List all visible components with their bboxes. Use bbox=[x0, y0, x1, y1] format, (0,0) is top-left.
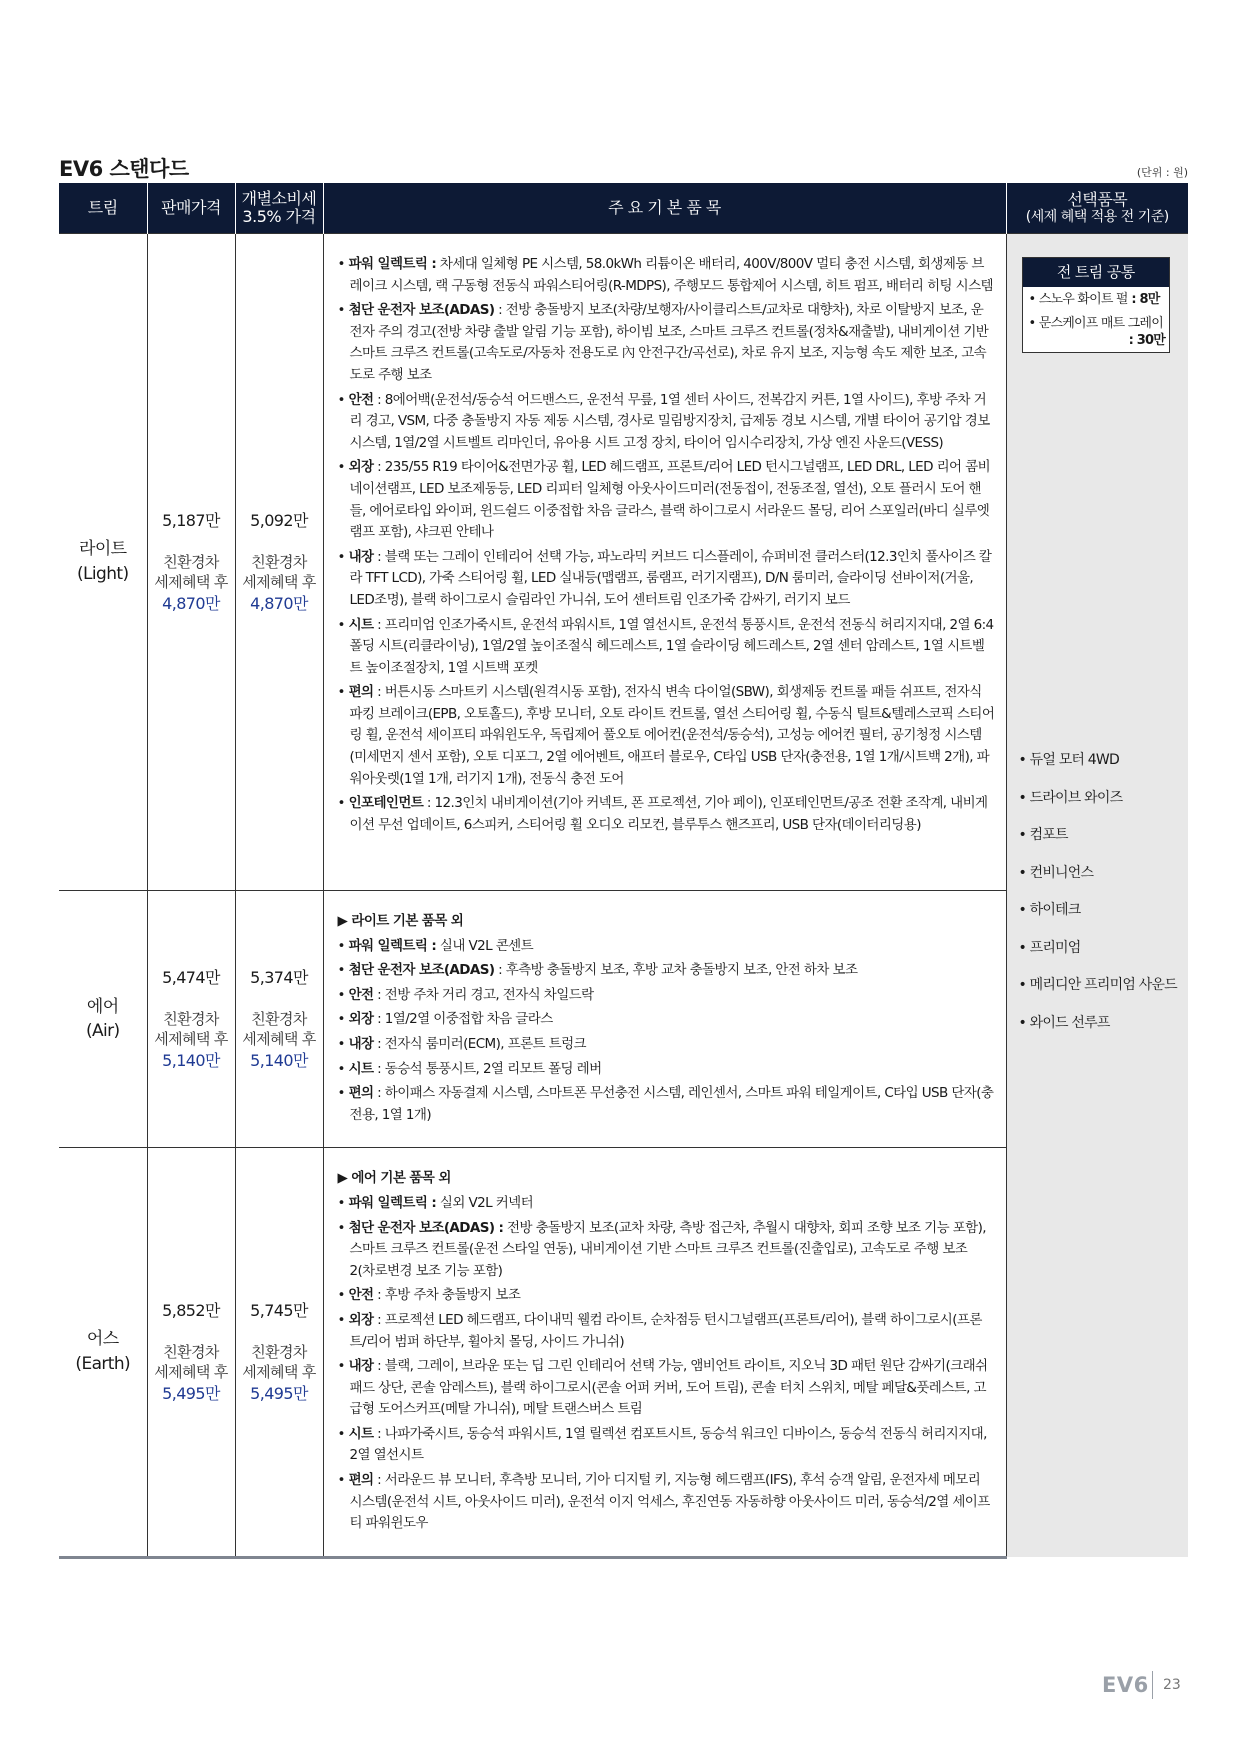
spec-table bbox=[59, 183, 1188, 1559]
feature-category: • 파워 일렉트릭 : bbox=[338, 1195, 437, 1211]
feature-text: : 서라운드 뷰 모니터, 후측방 모니터, 기아 디지털 키, 지능형 헤드램프(IFS), 후석 승객 알림, 운전자세 메모리 시스템(운전석 시트, 아웃사이드 미러), 운전석 이지 억세스, 후진연동 자동하향 아웃사이드 미러, 동승석/2열 세이프티 파워윈도우 bbox=[349, 1472, 990, 1532]
tax-benefit-label: 세제혜택 후 bbox=[154, 1029, 228, 1048]
feature-category: • 내장 bbox=[338, 1036, 374, 1052]
options-cell bbox=[1006, 234, 1188, 1558]
feature-category: • 안전 bbox=[338, 392, 374, 408]
spec-table-body bbox=[59, 234, 1188, 1558]
feature-item bbox=[338, 682, 996, 790]
feature-category: • 첨단 운전자 보조(ADAS) bbox=[338, 302, 495, 318]
option-list bbox=[1019, 749, 1177, 1049]
tax-price-cell bbox=[235, 234, 323, 891]
eco-label: 친환경차 bbox=[251, 1343, 307, 1362]
tax-price: 5,374만 bbox=[250, 968, 308, 988]
feature-category: • 안전 bbox=[338, 987, 374, 1003]
price-after-benefit: 4,870만 bbox=[162, 594, 220, 613]
feature-category: • 파워 일렉트릭 : bbox=[338, 256, 437, 272]
feature-text: : 블랙, 그레이, 브라운 또는 딥 그린 인테리어 선택 가능, 앰비언트 라이트, 지오닉 3D 패턴 원단 감싸기(크래쉬패드 상단, 콘솔 암레스트), 블랙 하이그로시(콘솔 어퍼 커버, 도어 트림), 콘솔 터치 스위치, 메탈 페달&풋레스트, 고급형 도어스커프(메탈 가니쉬), 메탈 트랜스버스 트림 bbox=[349, 1358, 988, 1418]
feature-category: • 편의 bbox=[338, 684, 374, 700]
feature-item bbox=[338, 1285, 996, 1307]
tax-benefit-label: 세제혜택 후 bbox=[242, 572, 316, 591]
feature-item bbox=[338, 1356, 996, 1421]
feature-item bbox=[338, 457, 996, 543]
features-cell bbox=[323, 234, 1006, 891]
feature-item bbox=[338, 300, 996, 386]
feature-item bbox=[338, 936, 996, 958]
common-options-box bbox=[1022, 257, 1171, 353]
eco-label: 친환경차 bbox=[163, 1010, 219, 1029]
price: 5,474만 bbox=[162, 968, 220, 988]
feature-text: : 전방 충돌방지 보조(차량/보행자/사이클리스트/교차로 대향차), 차로 이탈방지 보조, 운전자 주의 경고(전방 차량 출발 알림 기능 포함), 하이빔 보조, 스마트 크루즈 컨트롤(정차&재출발), 내비게이션 기반 스마트 크루즈 컨트롤(고속도로/자동차 전용도로 內 안전구간/곡선로), 차로 유지 보조, 지능형 속도 제한 보조, 고속도로 주행 보조 bbox=[349, 302, 989, 383]
header-price: 판매가격 bbox=[147, 183, 235, 234]
feature-category: • 시트 bbox=[338, 1426, 374, 1442]
trim-name: 어스 bbox=[86, 1329, 119, 1350]
feature-category: • 파워 일렉트릭 : bbox=[338, 938, 437, 954]
trim-row bbox=[59, 234, 1188, 891]
common-option-label: 스노우 화이트 펄 bbox=[1038, 292, 1128, 307]
feature-text: : 8에어백(운전석/동승석 어드밴스드, 운전석 무릎, 1열 센터 사이드, 전복감지 커튼, 1열 사이드), 후방 주차 거리 경고, VSM, 다중 충돌방지 자동 제동 시스템, 경사로 밀림방지장치, 급제동 경보 시스템, 개별 타이어 공기압 경보 시스템, 1열/2열 시트벨트 리마인더, 유아용 시트 고정 장치, 타이어 임시수리장치, 가상 엔진 사운드(VESS) bbox=[349, 391, 990, 451]
feature-item bbox=[338, 1424, 996, 1467]
feature-item bbox=[338, 254, 996, 297]
feature-text: : 12.3인치 내비게이션(기아 커넥트, 폰 프로젝션, 기아 페이), 인포테인먼트/공조 전환 조작계, 내비게이션 무선 업데이트, 6스피커, 스티어링 휠 오디오 리모컨, 블루투스 핸즈프리, USB 단자(데이터리딩용) bbox=[349, 795, 988, 833]
feature-item bbox=[338, 615, 996, 680]
price-after-benefit: 5,495만 bbox=[162, 1384, 220, 1404]
tax-price-after-benefit: 5,140만 bbox=[250, 1051, 308, 1071]
feature-item bbox=[338, 960, 996, 982]
header-options bbox=[1006, 183, 1188, 234]
eco-label: 친환경차 bbox=[251, 1010, 307, 1029]
common-options-title: 전 트림 공통 bbox=[1023, 258, 1170, 287]
feature-item bbox=[338, 547, 996, 612]
feature-text: : 235/55 R19 타이어&전면가공 휠, LED 헤드램프, 프론트/리어 LED 턴시그널램프, LED DRL, LED 리어 콤비네이션램프, LED 보조제동등, LED 리피터 일체형 아웃사이드미러(전동접이, 전동조절, 열선), 오토 플러시 도어 핸들, 에어로타입 와이퍼, 윈드쉴드 이중접합 차음 글라스, 블랙 하이그로시 서라운드 몰딩, 리어 스포일러(바디 실루엣 램프 포함), 샤크핀 안테나 bbox=[349, 459, 991, 541]
feature-item bbox=[338, 1059, 996, 1081]
feature-category: • 안전 bbox=[338, 1287, 374, 1303]
feature-text: : 전방 주차 거리 경고, 전자식 차일드락 bbox=[373, 986, 594, 1003]
option-item: • 메리디안 프리미엄 사운드 bbox=[1019, 974, 1177, 1012]
page-number: 23 bbox=[1163, 1677, 1181, 1693]
price-after-benefit: 5,140만 bbox=[162, 1051, 220, 1071]
feature-text: : 블랙 또는 그레이 인테리어 선택 가능, 파노라믹 커브드 디스플레이, 슈퍼비전 클러스터(12.3인치 풀사이즈 칼라 TFT LCD), 가죽 스티어링 휠, LED 실내등(맵램프, 룸램프, 러기지램프), D/N 룸미러, 슬라이딩 선바이저(거울, LED조명), 블랙 하이그로시 슬림라인 가니쉬, 도어 센터트림 인조가죽 감싸기, 러기지 보드 bbox=[349, 548, 992, 608]
trim-name: 에어 bbox=[86, 996, 119, 1017]
price-cell bbox=[147, 234, 235, 891]
tax-benefit-label: 세제혜택 후 bbox=[154, 572, 228, 591]
feature-category: • 첨단 운전자 보조(ADAS) bbox=[338, 962, 495, 978]
header-trim: 트림 bbox=[59, 183, 147, 234]
feature-text: : 나파가죽시트, 동승석 파워시트, 1열 릴렉션 컴포트시트, 동승석 워크인 디바이스, 동승석 전동식 허리지지대, 2열 열선시트 bbox=[349, 1425, 987, 1464]
feature-category: • 시트 bbox=[338, 617, 374, 633]
page-title: EV6 스탠다드 bbox=[59, 157, 189, 181]
feature-category: • 외장 bbox=[338, 459, 374, 475]
feature-text: : 후방 주차 충돌방지 보조 bbox=[373, 1287, 521, 1304]
trim-name-en: (Light) bbox=[77, 564, 129, 584]
feature-text: : 프리미엄 인조가죽시트, 운전석 파워시트, 1열 열선시트, 운전석 통풍시트, 운전석 전동식 허리지지대, 2열 6:4 폴딩 시트(리클라이닝), 1열/2열 높이조절식 헤드레스트, 1열 슬라이딩 헤드레스트, 2열 센터 암레스트, 1열 시트벨트 높이조절장치, 1열 시트백 포켓 bbox=[349, 616, 994, 676]
tax-price-after-benefit: 4,870만 bbox=[250, 594, 308, 613]
trim-name-cell bbox=[59, 891, 147, 1148]
feature-text: 실외 V2L 커넥터 bbox=[436, 1194, 534, 1211]
feature-category: • 인포테인먼트 bbox=[338, 795, 424, 811]
trim-name-en: (Earth) bbox=[75, 1354, 131, 1375]
tax-benefit-label: 세제혜택 후 bbox=[242, 1029, 316, 1048]
option-item: • 컴포트 bbox=[1019, 824, 1177, 862]
tax-price-cell bbox=[235, 891, 323, 1148]
option-item: • 컨비니언스 bbox=[1019, 862, 1177, 900]
header-options-line2: (세제 혜택 적용 전 기준) bbox=[1025, 209, 1169, 226]
feature-category: • 편의 bbox=[338, 1085, 374, 1101]
feature-text: : 하이패스 자동결제 시스템, 스마트폰 무선충전 시스템, 레인센서, 스마트 파워 테일게이트, C타입 USB 단자(충전용, 1열 1개) bbox=[349, 1085, 994, 1123]
footer-logo: EV6 bbox=[1102, 1673, 1149, 1697]
common-option-label: 문스케이프 매트 그레이 bbox=[1038, 315, 1163, 331]
option-item: • 와이드 선루프 bbox=[1019, 1012, 1177, 1050]
table-header-row bbox=[59, 183, 1188, 234]
feature-text: : 전자식 룸미러(ECM), 프론트 트렁크 bbox=[373, 1035, 586, 1052]
option-item: • 듀얼 모터 4WD bbox=[1019, 749, 1177, 787]
feature-section-header: ▶ 에어 기본 품목 외 bbox=[338, 1168, 996, 1190]
feature-category: • 내장 bbox=[338, 549, 374, 565]
tax-price: 5,745만 bbox=[250, 1301, 308, 1321]
feature-category: • 첨단 운전자 보조(ADAS) : bbox=[338, 1220, 504, 1236]
feature-category: • 외장 bbox=[338, 1312, 374, 1328]
option-item: • 하이테크 bbox=[1019, 899, 1177, 937]
tax-price-after-benefit: 5,495만 bbox=[250, 1384, 308, 1404]
eco-label: 친환경차 bbox=[163, 553, 219, 571]
feature-item bbox=[338, 1083, 996, 1126]
feature-item bbox=[338, 1009, 996, 1031]
footer-divider bbox=[1152, 1671, 1153, 1699]
feature-text: : 버튼시동 스마트키 시스템(원격시동 포함), 전자식 변속 다이얼(SBW), 회생제동 컨트롤 패들 쉬프트, 전자식 파킹 브레이크(EPB, 오토홀드), 후방 모니터, 오토 라이트 컨트롤, 열선 스티어링 휠, 수동식 틸트&텔레스코픽 스티어링 휠, 운전석 세이프티 파워윈도우, 독립제어 풀오토 에어컨(운전석/동승석), 고성능 에어컨 필터, 공기청정 시스템(미세먼지 센서 포함), 오토 디포그, 2열 에어벤트, 애프터 블로우, C타입 USB 단자(충전용, 1열 1개/시트백 2개), 파워아웃렛(1열 1개, 러기지 1개), 전동식 충전 도어 bbox=[349, 684, 995, 787]
feature-category: • 내장 bbox=[338, 1358, 374, 1374]
feature-item bbox=[338, 985, 996, 1007]
feature-section-header: ▶ 라이트 기본 품목 외 bbox=[338, 911, 996, 933]
header-features: 주 요 기 본 품 목 bbox=[323, 183, 1006, 234]
option-item: • 프리미엄 bbox=[1019, 937, 1177, 975]
feature-text: : 1열/2열 이중접합 차음 글라스 bbox=[373, 1011, 553, 1028]
feature-item bbox=[338, 793, 996, 836]
tax-benefit-label: 세제혜택 후 bbox=[154, 1362, 228, 1381]
features-cell bbox=[323, 891, 1006, 1148]
header-options-line1: 선택품목 bbox=[1067, 189, 1128, 209]
feature-text: : 후측방 충돌방지 보조, 후방 교차 충돌방지 보조, 안전 하차 보조 bbox=[494, 962, 858, 979]
common-option-item: • 스노우 화이트 펄 : 8만 bbox=[1028, 292, 1160, 307]
common-option-amount: : 8만 bbox=[1127, 292, 1160, 307]
feature-item bbox=[338, 1310, 996, 1353]
price: 5,852만 bbox=[162, 1301, 220, 1321]
feature-item bbox=[338, 1034, 996, 1056]
header-tax-line1: 개별소비세 bbox=[241, 188, 317, 208]
feature-text: 차세대 일체형 PE 시스템, 58.0kWh 리튬이온 배터리, 400V/800V 멀티 충전 시스템, 회생제동 브레이크 시스템, 랙 구동형 전동식 파워스티어링(R-MDPS), 주행모드 통합제어 시스템, 히트 펌프, 배터리 히팅 시스템 bbox=[349, 256, 993, 294]
feature-category: • 편의 bbox=[338, 1472, 374, 1488]
feature-item bbox=[338, 1470, 996, 1535]
common-option-item: • 문스케이프 매트 그레이 : 30만 bbox=[1028, 315, 1165, 349]
trim-name: 라이트 bbox=[79, 539, 127, 560]
header-tax-price bbox=[235, 183, 323, 234]
tax-benefit-label: 세제혜택 후 bbox=[242, 1362, 316, 1381]
tax-price-cell bbox=[235, 1148, 323, 1558]
feature-category: • 외장 bbox=[338, 1011, 374, 1027]
common-option-amount: : 30만 bbox=[1128, 333, 1165, 349]
feature-text: : 동승석 통풍시트, 2열 리모트 폴딩 레버 bbox=[373, 1060, 602, 1077]
feature-category: • 시트 bbox=[338, 1061, 374, 1077]
trim-name-en: (Air) bbox=[85, 1021, 120, 1042]
options-panel bbox=[1007, 257, 1189, 1549]
price: 5,187만 bbox=[162, 511, 220, 530]
feature-item bbox=[338, 1218, 996, 1283]
price-cell bbox=[147, 891, 235, 1148]
eco-label: 친환경차 bbox=[251, 553, 307, 571]
eco-label: 친환경차 bbox=[163, 1343, 219, 1362]
feature-text: : 프로젝션 LED 헤드램프, 다이내믹 웰컴 라이트, 순차점등 턴시그널램프(프론트/리어), 블랙 하이그로시(프론트/리어 범퍼 하단부, 휠아치 몰딩, 사이드 가니쉬) bbox=[349, 1311, 982, 1350]
price-cell bbox=[147, 1148, 235, 1558]
trim-name-cell bbox=[59, 1148, 147, 1558]
feature-item bbox=[338, 1193, 996, 1215]
feature-item bbox=[338, 390, 996, 455]
features-cell bbox=[323, 1148, 1006, 1558]
tax-price: 5,092만 bbox=[250, 511, 308, 530]
trim-name-cell bbox=[59, 234, 147, 891]
feature-text: 전방 충돌방지 보조(교차 차량, 측방 접근차, 추월시 대향차, 회피 조향 보조 기능 포함), 스마트 크루즈 컨트롤(운전 스타일 연동), 내비게이션 기반 스마트 크루즈 컨트롤(진출입로), 고속도로 주행 보조 2(차로변경 보조 기능 포함) bbox=[349, 1219, 986, 1279]
unit-note: (단위 : 원) bbox=[1136, 166, 1188, 179]
header-tax-line2: 3.5% 가격 bbox=[242, 207, 316, 226]
feature-text: 실내 V2L 콘센트 bbox=[436, 937, 534, 954]
option-item: • 드라이브 와이즈 bbox=[1019, 787, 1177, 825]
